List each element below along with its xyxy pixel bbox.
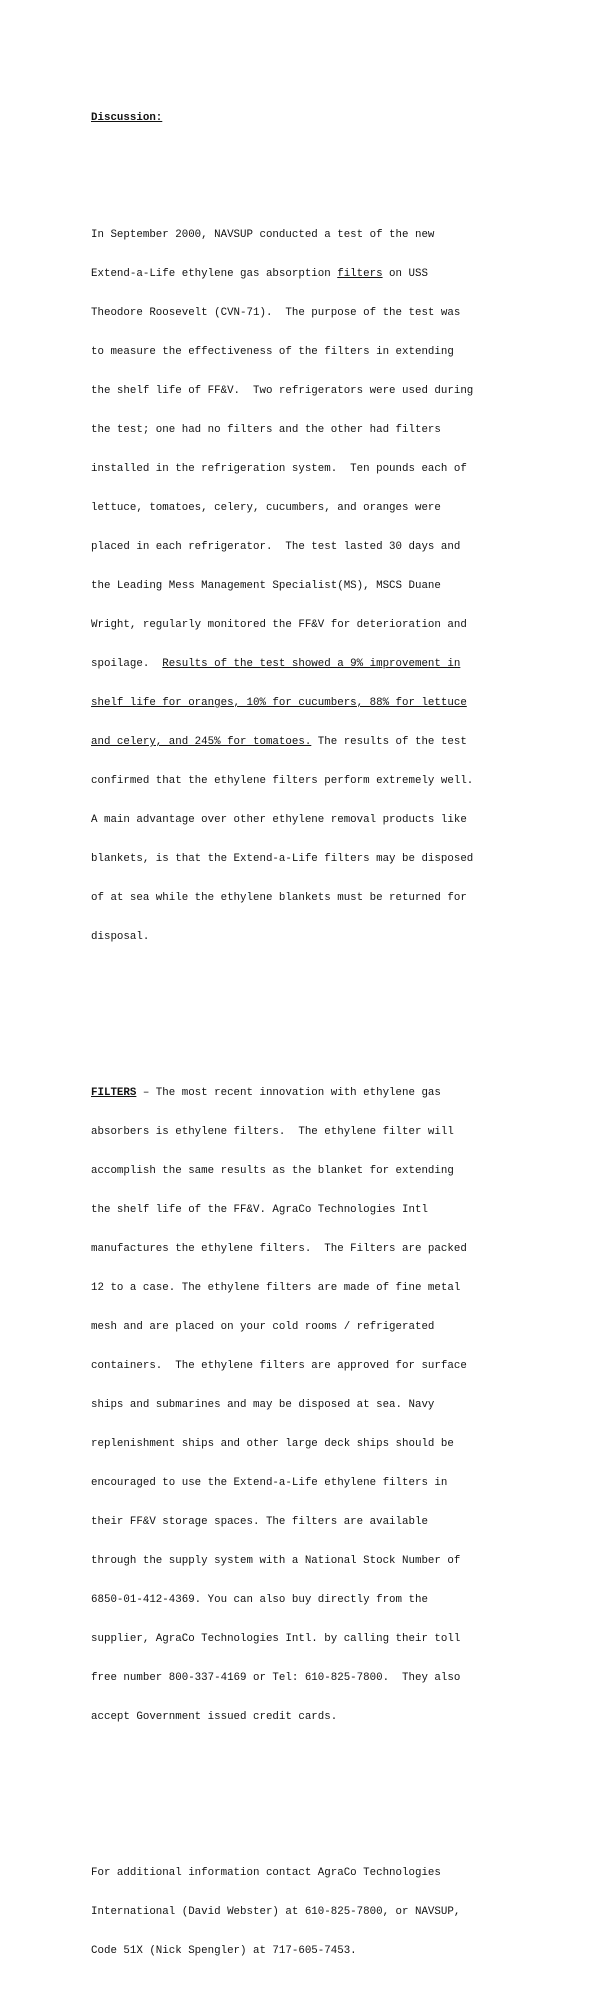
- text-span: Extend-a-Life ethylene gas absorption: [91, 268, 338, 280]
- paragraph-test-results: [91, 203, 521, 970]
- text-line: lettuce, tomatoes, celery, cucumbers, and oranges were: [91, 502, 441, 514]
- text-line: the test; one had no filters and the other had filters: [91, 424, 441, 436]
- text-line: [91, 658, 521, 671]
- underlined-results: Results of the test showed a 9% improvement in: [162, 658, 461, 670]
- section-heading: Discussion:: [91, 112, 163, 124]
- text-span: spoilage.: [91, 658, 163, 670]
- underlined-results: and celery, and 245% for tomatoes.: [91, 736, 312, 748]
- text-line: In September 2000, NAVSUP conducted a test of the new: [91, 229, 435, 241]
- text-line: their FF&V storage spaces. The filters are available: [91, 1516, 428, 1528]
- text-line: confirmed that the ethylene filters perform extremely well.: [91, 775, 474, 787]
- text-line: containers. The ethylene filters are approved for surface: [91, 1360, 467, 1372]
- text-line: through the supply system with a National Stock Number of: [91, 1555, 461, 1567]
- text-line: International (David Webster) at 610-825-7800, or NAVSUP,: [91, 1906, 461, 1918]
- filters-term: FILTERS: [91, 1087, 137, 1099]
- underlined-term: filters: [337, 268, 383, 280]
- text-line: A main advantage over other ethylene removal products like: [91, 814, 467, 826]
- text-line: free number 800-337-4169 or Tel: 610-825-7800. They also: [91, 1672, 461, 1684]
- text-line: disposal.: [91, 931, 150, 943]
- text-line: supplier, AgraCo Technologies Intl. by calling their toll: [91, 1633, 461, 1645]
- text-line: 12 to a case. The ethylene filters are made of fine metal: [91, 1282, 461, 1294]
- text-line: the Leading Mess Management Specialist(MS), MSCS Duane: [91, 580, 441, 592]
- spacer: [91, 151, 521, 164]
- text-line: manufactures the ethylene filters. The Filters are packed: [91, 1243, 467, 1255]
- text-line: Code 51X (Nick Spengler) at 717-605-7453.: [91, 1945, 357, 1957]
- spacer: [91, 1009, 521, 1022]
- text-line: encouraged to use the Extend-a-Life ethylene filters in: [91, 1477, 448, 1489]
- text-line: [91, 736, 521, 749]
- text-line: of at sea while the ethylene blankets must be returned for: [91, 892, 467, 904]
- text-line: the shelf life of FF&V. Two refrigerators were used during: [91, 385, 474, 397]
- spacer: [91, 1789, 521, 1802]
- text-line: blankets, is that the Extend-a-Life filters may be disposed: [91, 853, 474, 865]
- text-line: [91, 268, 521, 281]
- text-line: Theodore Roosevelt (CVN-71). The purpose of the test was: [91, 307, 461, 319]
- text-line: accept Government issued credit cards.: [91, 1711, 338, 1723]
- underlined-results-line: shelf life for oranges, 10% for cucumbers, 88% for lettuce: [91, 697, 467, 709]
- text-span: – The most recent innovation with ethylene gas: [136, 1087, 441, 1099]
- text-line: ships and submarines and may be disposed at sea. Navy: [91, 1399, 435, 1411]
- text-line: replenishment ships and other large deck ships should be: [91, 1438, 454, 1450]
- paragraph-contact: [91, 1841, 521, 1984]
- text-line: accomplish the same results as the blanket for extending: [91, 1165, 454, 1177]
- text-span: on USS: [382, 268, 428, 280]
- text-line: absorbers is ethylene filters. The ethylene filter will: [91, 1126, 454, 1138]
- text-line: installed in the refrigeration system. Ten pounds each of: [91, 463, 467, 475]
- text-span: The results of the test: [311, 736, 467, 748]
- text-line: For additional information contact AgraCo Technologies: [91, 1867, 441, 1879]
- text-line: to measure the effectiveness of the filters in extending: [91, 346, 454, 358]
- document-body: [91, 86, 521, 2010]
- text-line: [91, 1087, 521, 1100]
- paragraph-filters: [91, 1061, 521, 1750]
- text-line: the shelf life of the FF&V. AgraCo Technologies Intl: [91, 1204, 428, 1216]
- text-line: placed in each refrigerator. The test lasted 30 days and: [91, 541, 461, 553]
- text-line: 6850-01-412-4369. You can also buy directly from the: [91, 1594, 428, 1606]
- text-line: Wright, regularly monitored the FF&V for deterioration and: [91, 619, 467, 631]
- text-line: mesh and are placed on your cold rooms / refrigerated: [91, 1321, 435, 1333]
